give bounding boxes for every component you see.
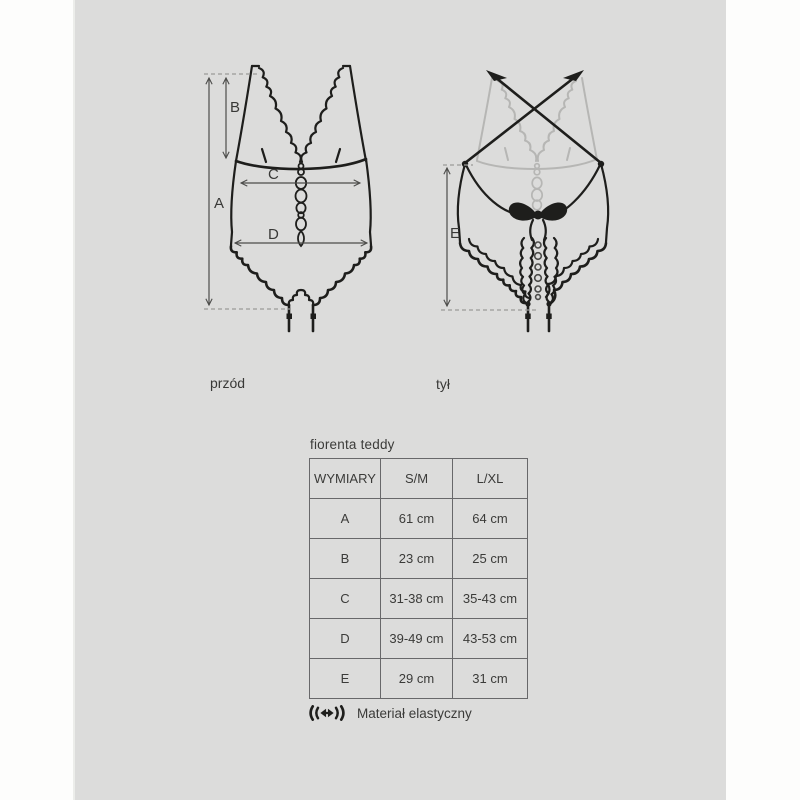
material-note-row (308, 703, 472, 723)
dim-label-B: B (230, 99, 241, 116)
dim-label-E: E (450, 225, 461, 242)
back-chain-detail (535, 242, 542, 299)
table-cell: 31-38 cm (381, 579, 453, 619)
front-view-drawing (231, 66, 371, 331)
table-cell: 31 cm (453, 659, 528, 699)
back-garter-straps (525, 301, 552, 331)
elastic-stretch-icon (308, 705, 346, 721)
table-cell: E (310, 659, 381, 699)
table-cell: 61 cm (381, 499, 453, 539)
front-view-label: przód (210, 375, 246, 391)
table-header-cell: S/M (381, 459, 453, 499)
back-view-drawing (458, 70, 608, 331)
dim-label-A: A (214, 195, 225, 212)
back-view-label: tył (436, 376, 450, 392)
front-dimension-lines (204, 74, 367, 309)
table-cell: A (310, 499, 381, 539)
table-cell: 25 cm (453, 539, 528, 579)
table-row (310, 619, 528, 659)
dim-label-D: D (268, 226, 279, 243)
table-cell: 29 cm (381, 659, 453, 699)
size-table (309, 458, 528, 699)
table-header-cell: L/XL (453, 459, 528, 499)
table-cell: 23 cm (381, 539, 453, 579)
table-cell: D (310, 619, 381, 659)
table-header-row (310, 459, 528, 499)
table-cell: 64 cm (453, 499, 528, 539)
dim-label-C: C (268, 166, 279, 183)
bow-detail (509, 202, 567, 240)
table-row (310, 499, 528, 539)
front-chain-detail (296, 164, 307, 247)
table-row (310, 579, 528, 619)
product-name: fiorenta teddy (310, 437, 395, 452)
table-row (310, 539, 528, 579)
table-cell: B (310, 539, 381, 579)
table-header-cell: WYMIARY (310, 459, 381, 499)
table-cell: 39-49 cm (381, 619, 453, 659)
table-cell: 35-43 cm (453, 579, 528, 619)
table-cell: 43-53 cm (453, 619, 528, 659)
table-row (310, 659, 528, 699)
material-note: Materiał elastyczny (357, 705, 472, 721)
table-cell: C (310, 579, 381, 619)
